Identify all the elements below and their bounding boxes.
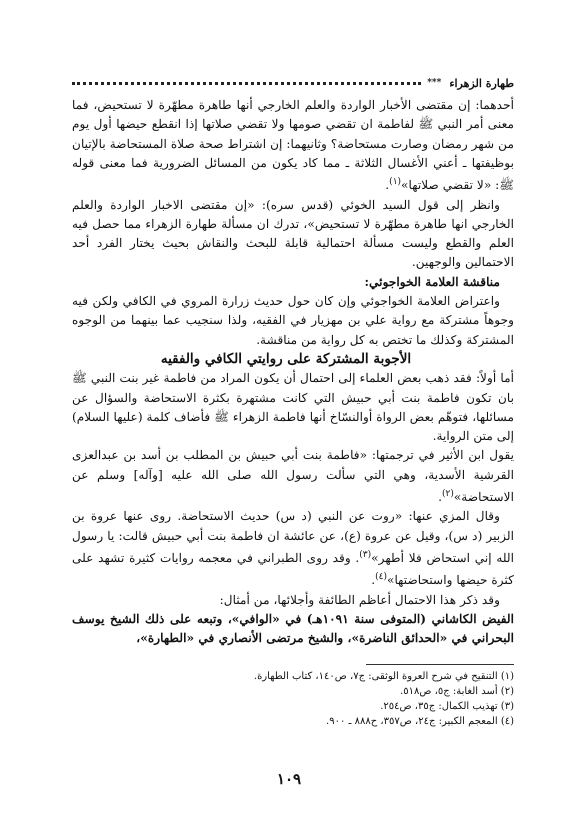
footnote-1: (١) التنقيح في شرح العروة الوثقى: ج٧، ص١٤٠، كتاب الطهارة. xyxy=(253,671,514,682)
paragraph-6-mid: . وقد روى الطبراني في معجمه روايات كثيرة تشهد على كثرة حيضها واستحاضتها» xyxy=(72,551,514,588)
paragraph-5 xyxy=(72,446,514,507)
page-number: ١٠٩ xyxy=(276,770,302,788)
paragraph-3: واعتراض العلامة الخواجوئي وإن كان حول حديث زرارة المروي في الكافي ولكن فيه وجوهاً مشتركة مع رواية علي بن مهزيار في الفقيه، ولذا سنجيب عما بينهما من الوجوه المشتركة وكذلك ما تختص به كل رواية من مناقشة. xyxy=(72,294,514,347)
footnote-3: (٣) تهذيب الكمال: ج٣٥، ص٢٥٤. xyxy=(380,701,514,712)
paragraph-1-end: . xyxy=(385,178,390,193)
paragraph-5-end: . xyxy=(438,490,442,505)
footnote-4: (٤) المعجم الكبير: ج٢٤، ص٣٥٧، ح٨٨٨ ـ ٩٠٠. xyxy=(326,716,514,727)
main-text xyxy=(72,96,514,649)
paragraph-4: أما أولاً: فقد ذهب بعض العلماء إلى احتمال أن يكون المراد من فاطمة غير بنت النبي ﷺ بان تكون فاطمة بنت أبي حبيش التي كانت مشتهرة بكثرة الاستحاضة والسؤال عن مسائلها، فتوهّم بعض الرواة أوالنسّاخ أنها فاطمة الزهراء ﷺ فأضاف كلمة (عليها السلام) إلى متن الرواية. xyxy=(72,371,514,444)
footnote-ref-1: (١) xyxy=(389,177,402,188)
footnote-2: (٢) أسد الغابة: ج٥، ص٥١٨. xyxy=(400,686,514,697)
paragraph-6-text: وقال المزي عنها: «روت عن النبي (د س) حديث الاستحاضة. روى عنها عروة بن الزبير (د س)، وقيل عن عروة (ع)، عن عائشة ان فاطمة بنت أبي حبيش قالت: يا رسول الله إني استحاض فلا أطهر» xyxy=(72,509,514,566)
section-heading: الأجوبة المشتركة على روايتي الكافي والفقيه xyxy=(160,350,412,367)
paragraph-6-end: . xyxy=(371,573,376,588)
footnote-ref-2: (٢) xyxy=(441,489,454,499)
running-header xyxy=(72,76,514,90)
paragraph-6 xyxy=(72,507,514,590)
paragraph-1-text: أحدهما: إن مقتضى الأخبار الواردة والعلم الخارجي أنها طاهرة مطهّرة لا تستحيض، فما معنى أمر النبي ﷺ لفاطمة ان تقضي صومها ولا تقضي صلاتها إذا انقطع حيضها أول يوم من شهر رمضان وصارت مستحاضة؟ وثانيهما: إن اشتراط صحة صلاة المستحاضة بالإتيان بوظيفتها ـ أعني الأغسال الثلاثة ـ مما كاد يكون من المسائل الضرورية فما معنى قوله ﷺ: «لا تقضي صلاتها» xyxy=(72,98,514,193)
header-dotted-rule xyxy=(72,82,421,85)
footnote-ref-3: (٣) xyxy=(359,549,372,560)
section-subheading: مناقشة العلامة الخواجوئي: xyxy=(364,274,500,289)
footnotes xyxy=(72,664,514,729)
paragraph-2: وانظر إلى قول السيد الخوئي (قدس سره): «إن مقتضى الاخبار الواردة والعلم الخارجي انها طاهرة مطهّرة لا تستحيض»، تدرك ان مسألة طهارة الزهراء مما حصل فيه العلم والقطع وليست مسألة احتمالية قابلة للبحث والنقاش بحيث يختار الفرد أحد الاحتمالين والوجهين. xyxy=(72,197,514,270)
footnote-separator xyxy=(366,664,514,665)
paragraph-7: وقد ذكر هذا الاحتمال أعاظم الطائفة وأجلائها، من أمثال: xyxy=(219,592,500,607)
footnote-ref-4: (٤) xyxy=(375,572,387,583)
header-ornament: *** xyxy=(427,78,442,88)
header-title: طهارة الزهراء xyxy=(449,76,514,90)
paragraph-8: الفيض الكاشاني (المتوفى سنة ١٠٩١هـ) في «الوافي»، وتبعه على ذلك الشيخ يوسف البحراني في «الحدائق الناضرة»، والشيخ مرتضى الأنصاري في «الطهارة»، xyxy=(72,611,514,646)
paragraph-1 xyxy=(72,96,514,196)
paragraph-5-text: يقول ابن الأثير في ترجمتها: «فاطمة بنت أبي حبيش بن المطلب بن أسد بن عبدالعزى القرشية الأسدية، وهي التي سألت رسول الله صلى الله عليه [وآله] وسلم عن الاستحاضة» xyxy=(72,448,514,505)
